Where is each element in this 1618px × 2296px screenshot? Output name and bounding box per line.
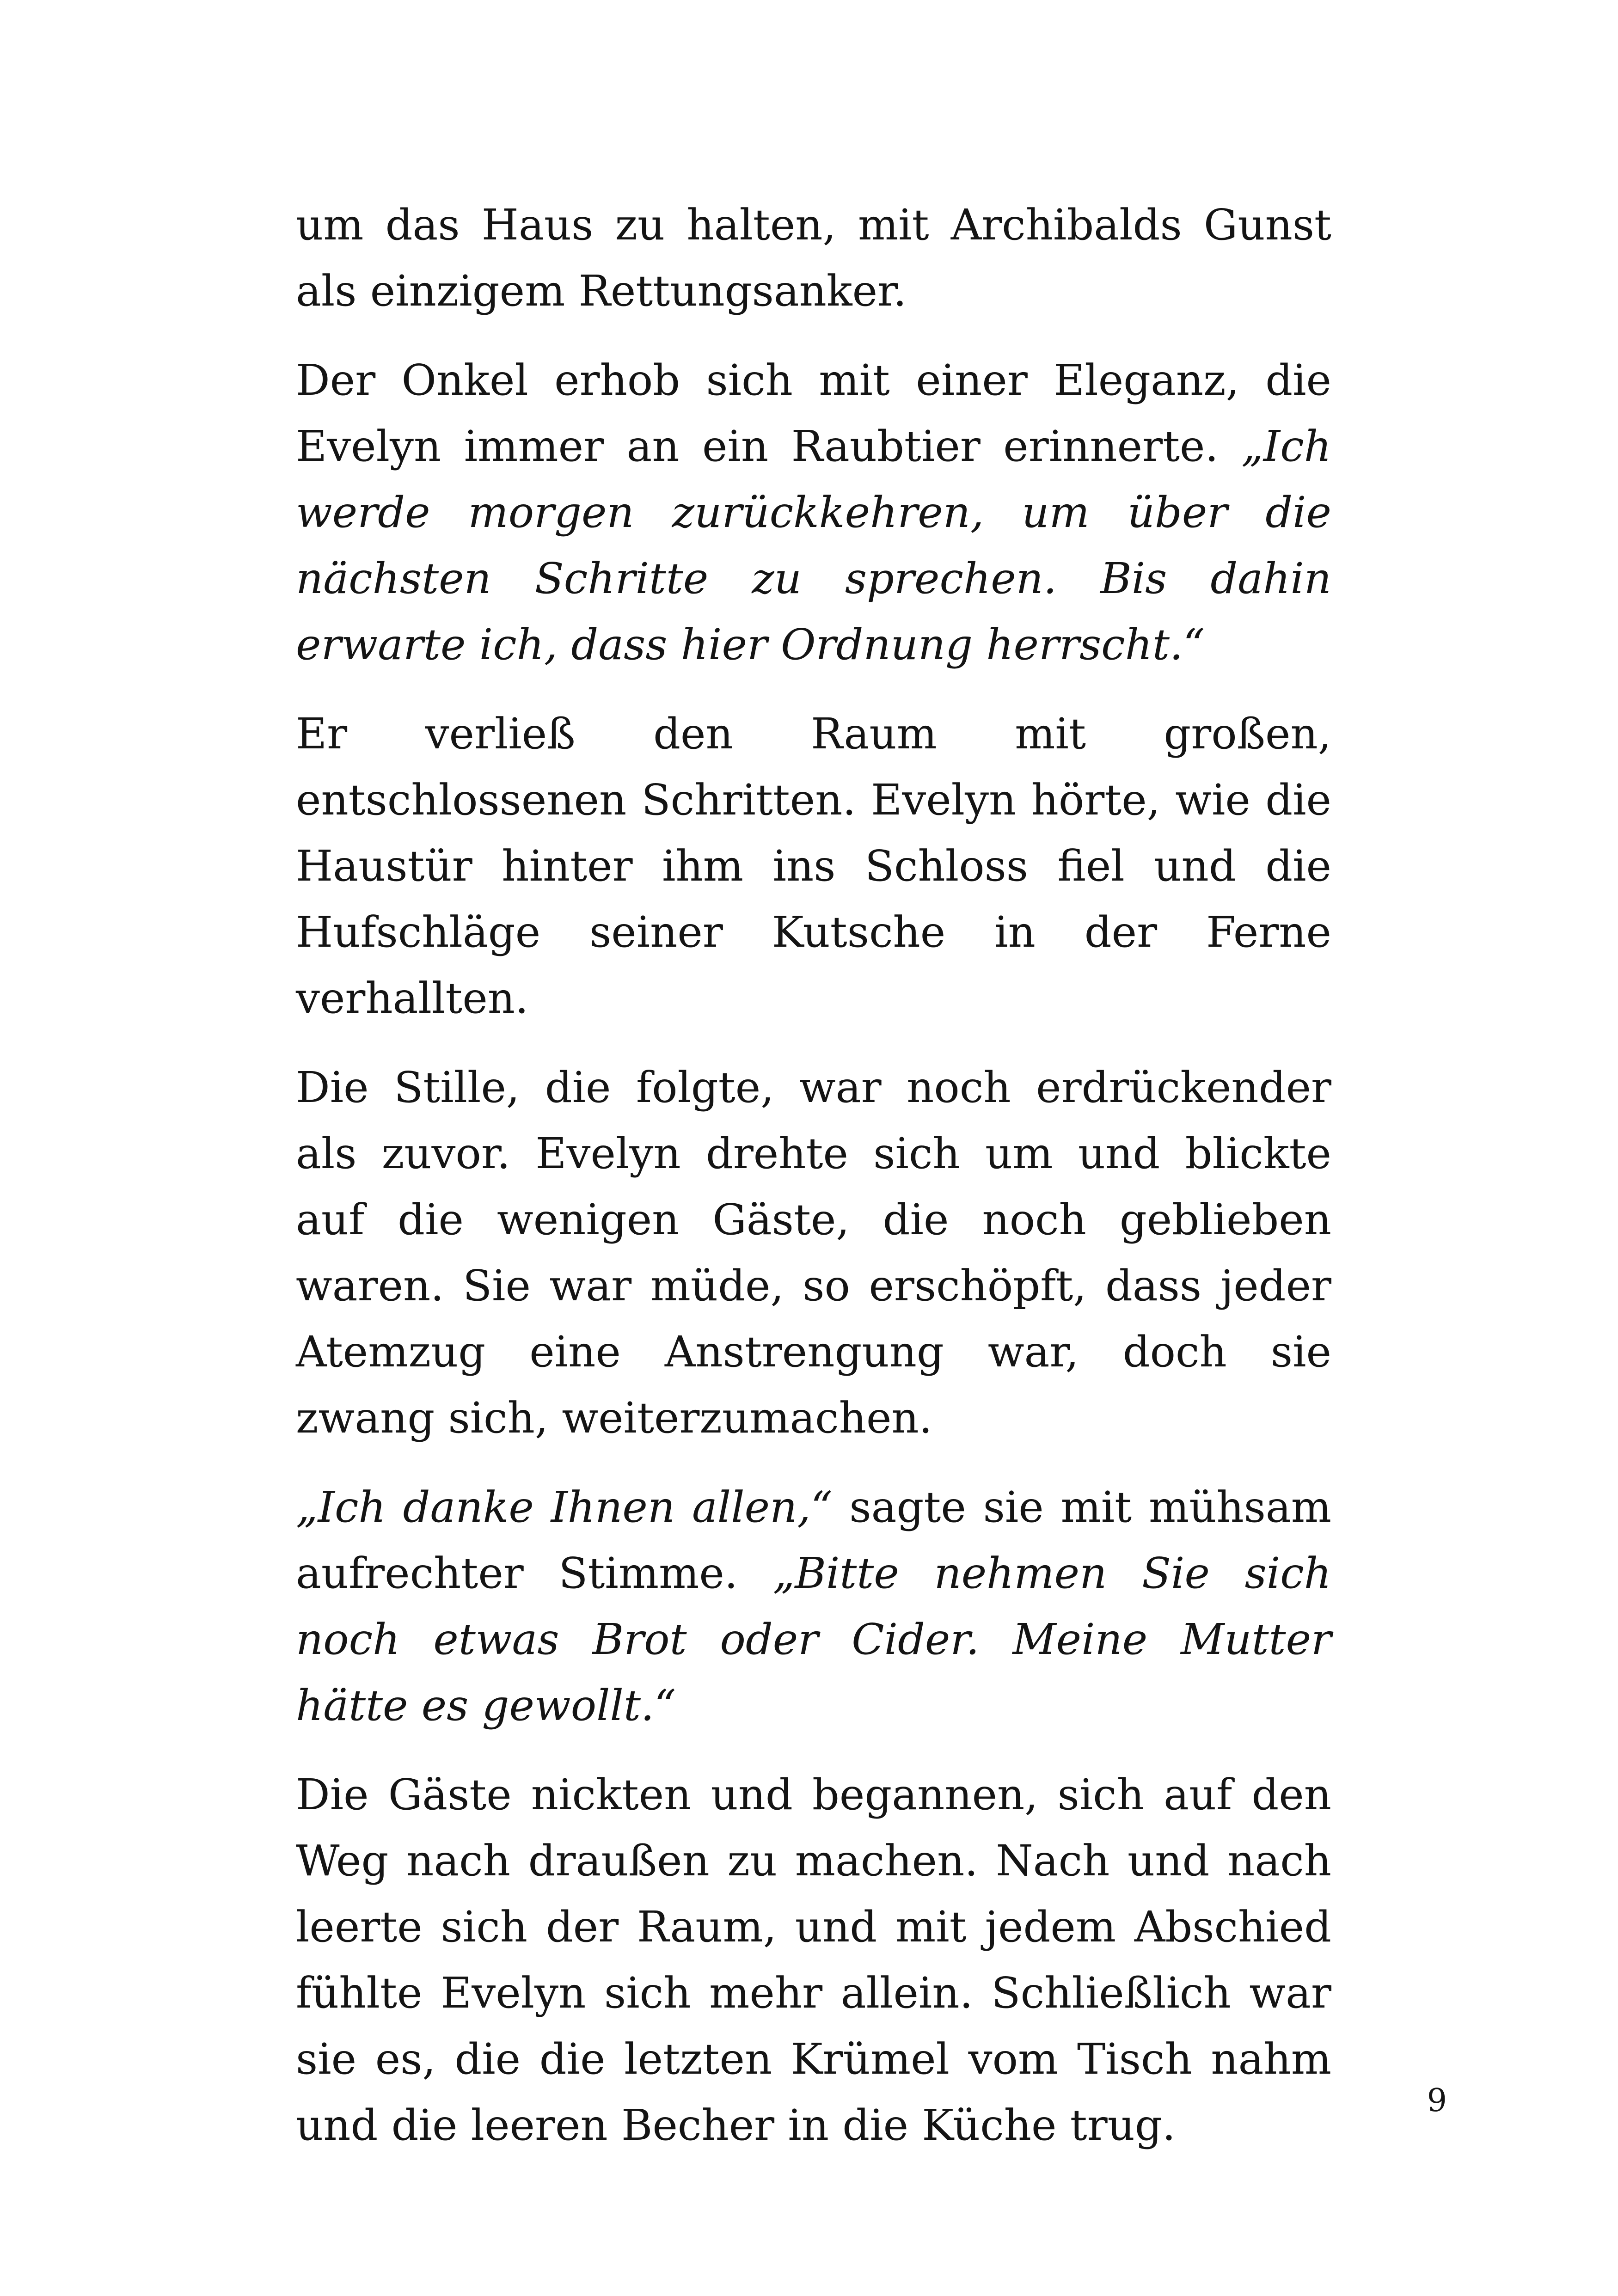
narration: Die Stille, die folgte, war noch erdrückender als zuvor. Evelyn drehte sich um und blickte auf die wenigen Gäste, die noch geblieben waren. Sie war müde, so erschöpft, dass jeder Atemzug eine Anstrengung war, doch sie zwang sich, weiterzumachen. — [296, 1063, 1331, 1443]
paragraph — [296, 1762, 1331, 2158]
paragraph — [296, 347, 1331, 678]
page-number: 9 — [1427, 2082, 1447, 2119]
paragraph — [296, 1054, 1331, 1451]
narration: sagte sie mit mühsam aufrechter Stimme. — [296, 1482, 1331, 1598]
dialogue: „Ich werde morgen zurückkehren, um über die nächsten Schritte zu sprechen. Bis dahin erwarte ich, dass hier Ordnung herrscht.“ — [296, 422, 1331, 669]
narration: Der Onkel erhob sich mit einer Eleganz, die Evelyn immer an ein Raubtier erinnerte. — [296, 355, 1331, 471]
body-text — [296, 192, 1331, 2158]
paragraph — [296, 192, 1331, 324]
paragraph — [296, 701, 1331, 1031]
narration: um das Haus zu halten, mit Archibalds Gunst als einzigem Rettungsanker. — [296, 200, 1331, 316]
dialogue: „Ich danke Ihnen allen,“ — [296, 1482, 833, 1532]
narration: Er verließ den Raum mit großen, entschlossenen Schritten. Evelyn hörte, wie die Haustür hinter ihm ins Schloss fiel und die Hufschläge seiner Kutsche in der Ferne verhallten. — [296, 709, 1331, 1023]
dialogue: „Bitte nehmen Sie sich noch etwas Brot oder Cider. Meine Mutter hätte es gewollt.“ — [296, 1549, 1331, 1730]
narration: Die Gäste nickten und begannen, sich auf den Weg nach draußen zu machen. Nach und nach leerte sich der Raum, und mit jedem Abschied fühlte Evelyn sich mehr allein. Schließlich war sie es, die die letzten Krümel vom Tisch nahm und die leeren Becher in die Küche trug. — [296, 1770, 1331, 2150]
paragraph — [296, 1474, 1331, 1739]
